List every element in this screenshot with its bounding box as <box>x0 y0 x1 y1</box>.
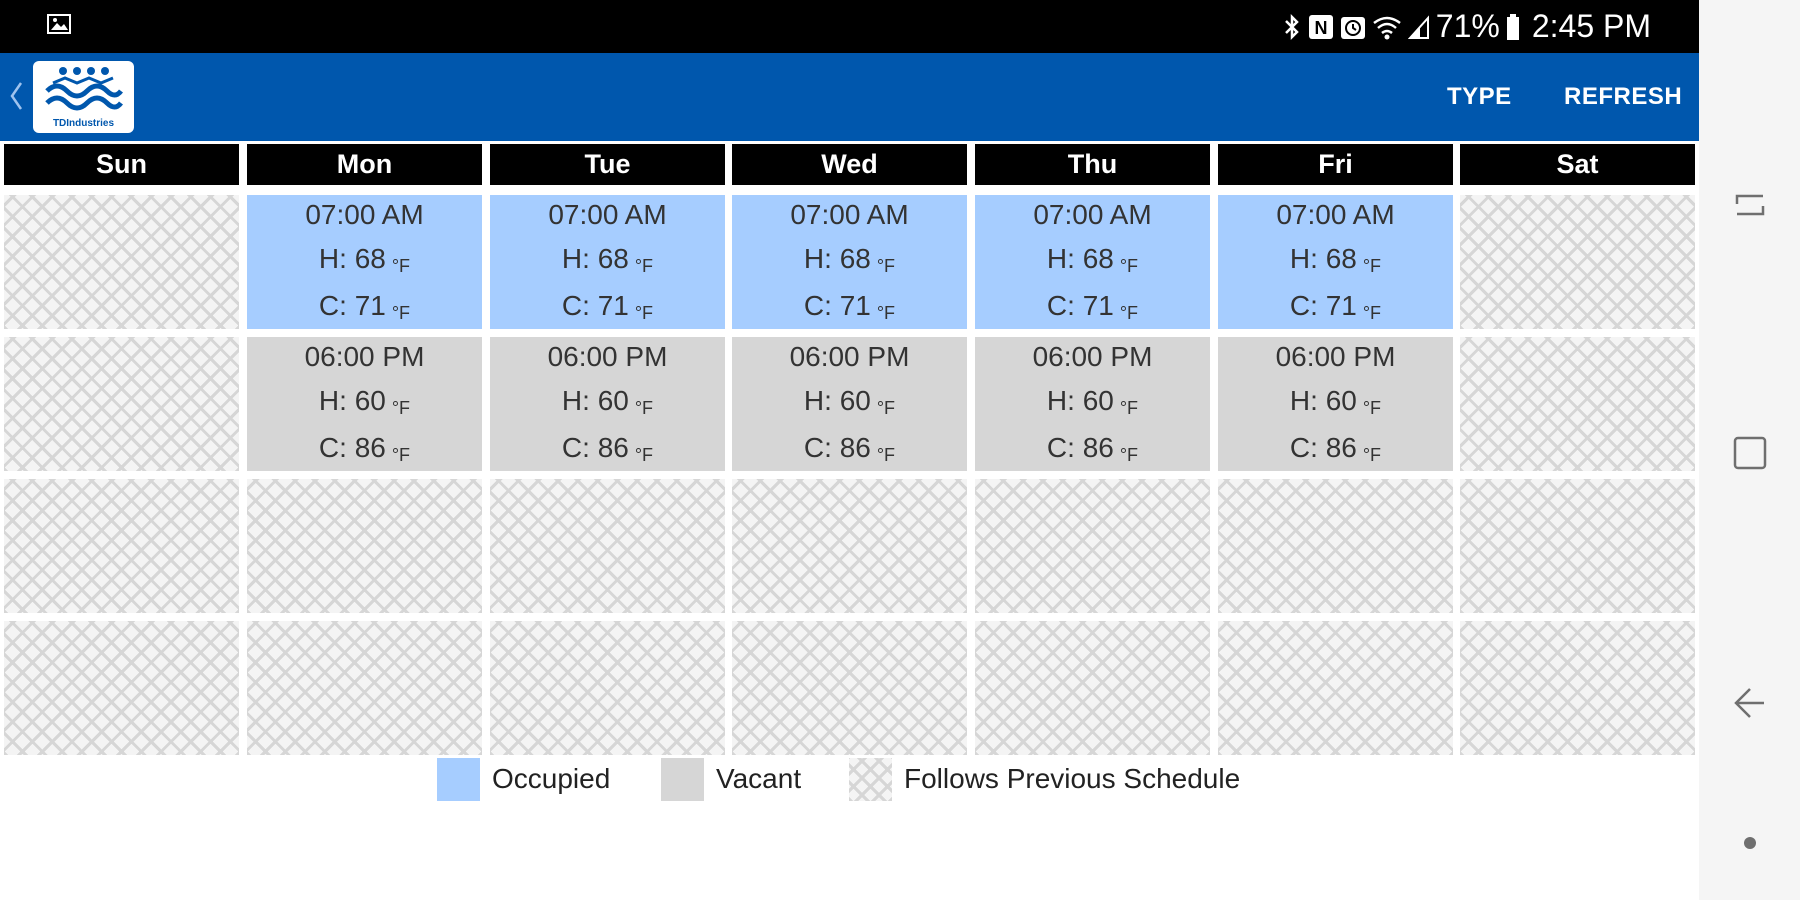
company-logo <box>33 61 134 133</box>
day-header-thu: Thu <box>975 144 1210 185</box>
temperature-unit: °F <box>876 256 896 276</box>
heat-value: H: 68 <box>1046 243 1114 274</box>
schedule-cell-wed-1[interactable] <box>732 195 967 329</box>
schedule-time: 06:00 PM <box>1032 341 1153 372</box>
schedule-cell-sat-4[interactable] <box>1460 621 1695 755</box>
schedule-cell-fri-3[interactable] <box>1218 479 1453 613</box>
day-header-wed: Wed <box>732 144 967 185</box>
clock: 2:45 PM <box>1531 8 1651 44</box>
temperature-unit: °F <box>1119 398 1139 418</box>
cool-setpoint <box>562 426 653 473</box>
day-header-sun: Sun <box>4 144 239 185</box>
heat-setpoint <box>562 379 653 426</box>
back-icon <box>1732 685 1768 726</box>
temperature-unit: °F <box>391 445 411 465</box>
temperature-unit: °F <box>634 303 654 323</box>
alarm-icon <box>1340 14 1366 40</box>
heat-setpoint <box>319 237 410 284</box>
type-button[interactable]: TYPE <box>1447 83 1512 110</box>
cool-value: C: 86 <box>1046 432 1114 463</box>
schedule-cell-thu-3[interactable] <box>975 479 1210 613</box>
cool-setpoint <box>804 284 895 331</box>
schedule-cell-fri-1[interactable] <box>1218 195 1453 329</box>
schedule-cell-thu-4[interactable] <box>975 621 1210 755</box>
heat-setpoint <box>1290 379 1381 426</box>
heat-value: H: 60 <box>803 385 871 416</box>
schedule-cell-sat-3[interactable] <box>1460 479 1695 613</box>
cool-value: C: 71 <box>1289 290 1357 321</box>
schedule-cell-tue-3[interactable] <box>490 479 725 613</box>
schedule-cell-sun-3[interactable] <box>4 479 239 613</box>
cool-value: C: 71 <box>561 290 629 321</box>
temperature-unit: °F <box>391 303 411 323</box>
dot-icon <box>1743 836 1757 855</box>
heat-setpoint <box>804 379 895 426</box>
schedule-time: 07:00 AM <box>1033 199 1152 230</box>
svg-text:N: N <box>1314 17 1328 38</box>
heat-value: H: 68 <box>1289 243 1357 274</box>
schedule-time: 07:00 AM <box>790 199 909 230</box>
heat-setpoint <box>804 237 895 284</box>
heat-value: H: 60 <box>1046 385 1114 416</box>
schedule-cell-tue-4[interactable] <box>490 621 725 755</box>
cool-value: C: 86 <box>1289 432 1357 463</box>
schedule-cell-mon-3[interactable] <box>247 479 482 613</box>
schedule-cell-mon-4[interactable] <box>247 621 482 755</box>
logo-text: TDIndustries <box>52 118 115 129</box>
schedule-cell-thu-2[interactable] <box>975 337 1210 471</box>
vacant-swatch <box>661 758 704 801</box>
schedule-cell-wed-3[interactable] <box>732 479 967 613</box>
temperature-unit: °F <box>634 445 654 465</box>
schedule-cell-sun-2[interactable] <box>4 337 239 471</box>
schedule-cell-sun-4[interactable] <box>4 621 239 755</box>
heat-setpoint <box>1290 237 1381 284</box>
cool-setpoint <box>1290 284 1381 331</box>
schedule-cell-sat-1[interactable] <box>1460 195 1695 329</box>
schedule-cell-wed-2[interactable] <box>732 337 967 471</box>
schedule-cell-tue-2[interactable] <box>490 337 725 471</box>
temperature-unit: °F <box>634 256 654 276</box>
heat-setpoint <box>1047 379 1138 426</box>
schedule-cell-wed-4[interactable] <box>732 621 967 755</box>
home-button[interactable] <box>1699 415 1800 495</box>
back-button[interactable] <box>1699 665 1800 745</box>
temperature-unit: °F <box>634 398 654 418</box>
recent-apps-icon <box>1733 190 1767 225</box>
temperature-unit: °F <box>1362 445 1382 465</box>
schedule-cell-thu-1[interactable] <box>975 195 1210 329</box>
battery-icon <box>1506 13 1520 41</box>
temperature-unit: °F <box>1362 256 1382 276</box>
temperature-unit: °F <box>1119 445 1139 465</box>
cool-setpoint <box>319 426 410 473</box>
temperature-unit: °F <box>391 398 411 418</box>
schedule-time: 06:00 PM <box>304 341 425 372</box>
heat-value: H: 68 <box>318 243 386 274</box>
cool-value: C: 71 <box>1046 290 1114 321</box>
cool-value: C: 71 <box>318 290 386 321</box>
temperature-unit: °F <box>876 445 896 465</box>
cool-setpoint <box>1290 426 1381 473</box>
heat-value: H: 60 <box>318 385 386 416</box>
legend-occupied-label: Occupied <box>492 763 611 794</box>
schedule-cell-tue-1[interactable] <box>490 195 725 329</box>
occupied-swatch <box>437 758 480 801</box>
schedule-cell-fri-2[interactable] <box>1218 337 1453 471</box>
heat-value: H: 68 <box>803 243 871 274</box>
follows-swatch <box>849 758 892 801</box>
refresh-button[interactable]: REFRESH <box>1564 83 1683 110</box>
legend-follows <box>849 757 1240 801</box>
recent-apps-button[interactable] <box>1699 167 1800 247</box>
day-header-tue: Tue <box>490 144 725 185</box>
signal-icon <box>1408 14 1430 40</box>
heat-value: H: 68 <box>561 243 629 274</box>
nav-dot-button[interactable] <box>1699 805 1800 885</box>
home-icon <box>1733 436 1767 475</box>
cool-value: C: 86 <box>318 432 386 463</box>
heat-value: H: 60 <box>561 385 629 416</box>
cool-setpoint <box>562 284 653 331</box>
app-bar <box>0 53 1699 141</box>
temperature-unit: °F <box>876 398 896 418</box>
cool-setpoint <box>1047 284 1138 331</box>
temperature-unit: °F <box>1362 398 1382 418</box>
temperature-unit: °F <box>1119 256 1139 276</box>
temperature-unit: °F <box>1119 303 1139 323</box>
schedule-cell-mon-2[interactable] <box>247 337 482 471</box>
legend-vacant-label: Vacant <box>716 763 802 794</box>
temperature-unit: °F <box>391 256 411 276</box>
cool-setpoint <box>1047 426 1138 473</box>
schedule-cell-mon-1[interactable] <box>247 195 482 329</box>
schedule-cell-sun-1[interactable] <box>4 195 239 329</box>
cool-value: C: 71 <box>803 290 871 321</box>
cool-value: C: 86 <box>561 432 629 463</box>
back-chevron-icon[interactable] <box>8 79 24 113</box>
legend-follows-label: Follows Previous Schedule <box>904 763 1241 794</box>
battery-percent: 71% <box>1435 8 1500 44</box>
schedule-time: 06:00 PM <box>789 341 910 372</box>
cool-setpoint <box>319 284 410 331</box>
schedule-time: 06:00 PM <box>1275 341 1396 372</box>
day-header-fri: Fri <box>1218 144 1453 185</box>
status-bar <box>0 0 1699 53</box>
schedule-cell-fri-4[interactable] <box>1218 621 1453 755</box>
schedule-time: 06:00 PM <box>547 341 668 372</box>
heat-setpoint <box>1047 237 1138 284</box>
schedule-time: 07:00 AM <box>1276 199 1395 230</box>
nfc-icon <box>1308 14 1334 40</box>
cool-setpoint <box>804 426 895 473</box>
temperature-unit: °F <box>1362 303 1382 323</box>
schedule-time: 07:00 AM <box>305 199 424 230</box>
image-icon <box>47 14 71 34</box>
heat-setpoint <box>562 237 653 284</box>
system-nav-bar <box>1699 0 1800 900</box>
schedule-cell-sat-2[interactable] <box>1460 337 1695 471</box>
day-header-sat: Sat <box>1460 144 1695 185</box>
heat-setpoint <box>319 379 410 426</box>
cool-value: C: 86 <box>803 432 871 463</box>
day-header-mon: Mon <box>247 144 482 185</box>
temperature-unit: °F <box>876 303 896 323</box>
wifi-icon <box>1372 14 1402 40</box>
legend-vacant <box>661 757 801 801</box>
legend-occupied <box>437 757 610 801</box>
status-right <box>1282 0 1651 53</box>
heat-value: H: 60 <box>1289 385 1357 416</box>
bluetooth-icon <box>1282 13 1302 41</box>
schedule-time: 07:00 AM <box>548 199 667 230</box>
legend <box>0 757 1699 801</box>
